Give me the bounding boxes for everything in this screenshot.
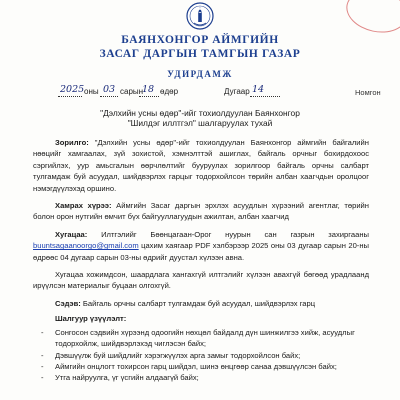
number-handwritten: 14 [252, 84, 265, 95]
requirement-text: Утга найруулга, үг үсгийн алдаагүй байх; [55, 373, 199, 383]
topic-paragraph [33, 298, 369, 309]
date-month-underline [100, 96, 118, 97]
requirements-heading: Шалгуур үзүүлэлт: [55, 314, 127, 324]
subject-line-2: "Шилдэг иллтгэл" шалгаруулах тухай [127, 118, 273, 128]
letter-body [33, 137, 369, 384]
bullet-mark: - [41, 350, 44, 360]
requirement-text: Аймгийн онцлогт тохирсон гарц шийдэл, шинэ өнцгөөр санаа дэвшүүлсэн байх; [55, 361, 337, 371]
bullet-mark: - [41, 327, 44, 337]
number-label: Дугаар [224, 87, 250, 96]
deadline-paragraph [33, 229, 369, 263]
deadline-text-b: цахим хаягаар PDF хэлбэрээр 2025 оны 03 дугаар сарын 20-ны өдрөөс 04 дугаар сарын 03-ны өдрийг дуустал хүлээн авна. [33, 241, 369, 262]
topic-label: Сэдэв: [55, 298, 81, 308]
date-day-underline [139, 96, 159, 97]
topic-text: Байгаль орчны салбарт тулгамдаж буй асуудал, шийдвэрлэх гарц [82, 298, 316, 308]
requirement-text: Дэвшүүлж буй шийдлийг хэрэгжүүлэх арга замыг тодорхойлсон байх; [55, 350, 301, 360]
document-type-title: УДИРДАМЖ [167, 69, 233, 79]
bullet-mark: - [41, 361, 44, 371]
scope-paragraph [33, 200, 369, 223]
state-emblem-icon [186, 2, 214, 30]
date-day-handwritten: 18 [142, 84, 155, 95]
scope-label: Хамрах хүрээ: [55, 201, 112, 211]
date-month-suffix: сарын [120, 87, 144, 96]
scope-text: Аймгийн Засаг даргын эрхлэх асуудлын хүрээний агентлаг, төрийн болон орон нутгийн өмчит бүх байгууллагуудын ажилтан, албан хаагчид [33, 201, 369, 222]
deadline-text-a: Илтгэлийг Бөөнцагаан-Орог нуурын сан газрын захиргааны [101, 229, 369, 239]
date-month-handwritten: 03 [103, 84, 116, 95]
list-item [41, 372, 369, 383]
deadline-note-paragraph: Хугацаа хожимдсон, шаардлага хангахгүй илтгэлийг хүлээн авахгүй бөгөөд урадлаанд ирүүлсэн материалыг буцаан олгохгүй. [33, 270, 369, 291]
requirement-text: Сонгосон сэдвийн хүрээнд одоогийн нөхцөл байдалд дүн шинжилгээ хийж, асуудлыг тодорхойлж, шийдвэрлэхэд чиглэсэн байх; [55, 327, 355, 349]
place-name: Номгон [355, 88, 381, 97]
list-item [41, 361, 369, 372]
subject-line-1: "Дэлхийн усны өдөр"-ийг тохиолдуулан Баянхонгор [100, 108, 300, 118]
list-item [41, 350, 369, 361]
list-item [41, 327, 369, 350]
stamp-fragment [342, 0, 400, 38]
goal-paragraph [33, 137, 369, 194]
date-day-suffix: өдөр [160, 87, 179, 96]
requirements-list [33, 327, 369, 384]
date-year-underline [58, 96, 82, 97]
date-year-handwritten: 2025 [60, 84, 85, 95]
deadline-label: Хугацаа: [55, 229, 88, 239]
date-year-suffix: оны [84, 87, 99, 96]
email-link[interactable]: buuntsagaanoorgo@gmail.com [33, 241, 139, 251]
bullet-mark: - [41, 373, 44, 383]
letterhead-line-1: БАЯНХОНГОР АЙМГИЙН [121, 34, 279, 46]
goal-label: Зорилго: [55, 138, 89, 147]
letterhead-line-2: ЗАСАГ ДАРГЫН ТАМГЫН ГАЗАР [99, 48, 301, 60]
number-underline [250, 96, 280, 97]
goal-text: "Дэлхийн усны өдөр"-ийг тохиолдуулан Баянхонгор аймгийн байгалийн нөөцийг хамгаалах, зүй зохистой, хэмнэлттэй ашиглах, байгаль орчныг бохирдохоос сэргийлэх, уур амьсгалын өөрчлөлтийг бууруулах зорилгоор байгаль орчны салбарт тулгамдаж буй асуудал, шийдвэрлэх гарцыг тодорхойлсон төрийн албан хаагчдын оролцоог нэмэгдүүлэхэд оршино. [33, 138, 369, 193]
